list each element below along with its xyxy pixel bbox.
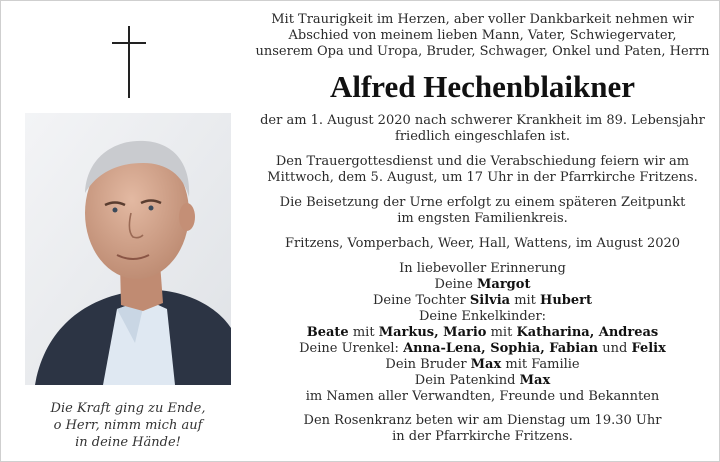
deceased-name: Alfred Hechenblaikner	[329, 69, 636, 104]
quote-line: Die Kraft ging zu Ende,	[50, 401, 206, 416]
mourner-grandchildren: Beate mit Markus, Mario mit Katharina, Andreas	[306, 325, 659, 340]
mourner-brother: Dein Bruder Max mit Familie	[385, 357, 580, 372]
urn-paragraph: Die Beisetzung der Urne erfolgt zu einem späteren Zeitpunkt im engsten Familienkreis.	[279, 195, 686, 226]
death-paragraph: der am 1. August 2020 nach schwerer Krankheit im 89. Lebensjahr friedlich eingeschlafen ist.	[260, 113, 705, 144]
place-date: Fritzens, Vomperbach, Weer, Hall, Wattens, im August 2020	[284, 236, 681, 251]
quote-line: in deine Hände!	[75, 435, 181, 450]
mourners-others: im Namen aller Verwandten, Freunde und Bekannten	[305, 389, 660, 404]
rosary-paragraph: Den Rosenkranz beten wir am Dienstag um 19.30 Uhr in der Pfarrkirche Fritzens.	[303, 413, 662, 444]
mourners-list	[250, 261, 715, 405]
mourner-daughter: Deine Tochter Silvia mit Hubert	[372, 293, 592, 308]
obituary-text	[250, 12, 715, 454]
service-paragraph: Den Trauergottesdienst und die Verabschiedung feiern wir am Mittwoch, dem 5. August, um 17 Uhr in der Pfarrkirche Fritzens.	[267, 154, 698, 185]
intro-paragraph: Mit Traurigkeit im Herzen, aber voller Dankbarkeit nehmen wir Abschied von meinem lieben Mann, Vater, Schwiegervater, unserem Opa und Uropa, Bruder, Schwager, Onkel und Paten, Herrn	[255, 12, 710, 59]
portrait-photo	[25, 113, 231, 385]
quote-line: o Herr, nimm mich auf	[53, 418, 203, 433]
quote	[25, 400, 231, 451]
mourners-header: In liebevoller Erinnerung	[399, 261, 566, 276]
cross-icon	[112, 26, 146, 98]
mourner-godchild: Dein Patenkind Max	[414, 373, 551, 388]
mourner-great-grandchildren: Deine Urenkel: Anna-Lena, Sophia, Fabian und Felix	[299, 341, 666, 356]
grandchildren-header: Deine Enkelkinder:	[418, 309, 547, 324]
mourner-wife: Deine Margot	[434, 277, 531, 292]
